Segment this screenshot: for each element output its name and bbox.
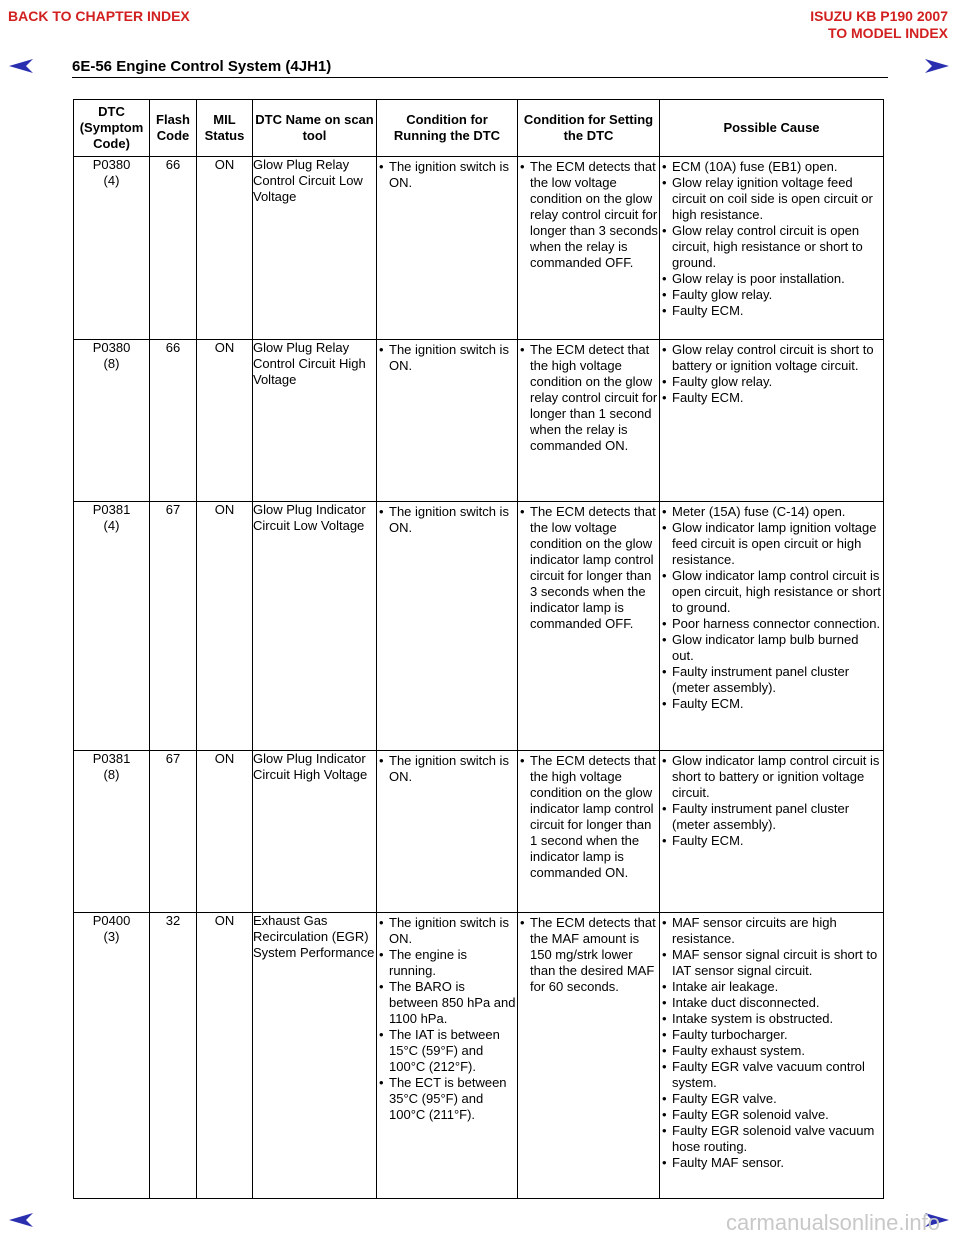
- flash-code: 32: [150, 913, 197, 1199]
- list-item: • Faulty glow relay.: [660, 374, 883, 390]
- symptom-code: (4): [103, 173, 120, 188]
- mil-status: ON: [197, 157, 253, 340]
- next-page-arrow-icon[interactable]: [924, 58, 950, 74]
- table-row: [74, 157, 884, 340]
- list-item: • Faulty instrument panel cluster (meter assembly).: [660, 664, 883, 696]
- flash-code: 66: [150, 340, 197, 502]
- list-item: • The ECT is between 35°C (95°F) and 100°C (211°F).: [377, 1075, 517, 1123]
- list-item: • Glow indicator lamp bulb burned out.: [660, 632, 883, 664]
- table-row: [74, 913, 884, 1199]
- list-item: • The ignition switch is ON.: [377, 342, 517, 374]
- flash-code: 67: [150, 751, 197, 913]
- flash-code: 66: [150, 157, 197, 340]
- dtc-code: P0381: [92, 502, 131, 517]
- dtc-name: Glow Plug Indicator Circuit High Voltage: [253, 751, 377, 913]
- list-item: • MAF sensor signal circuit is short to IAT sensor signal circuit.: [660, 947, 883, 979]
- list-item: • Faulty exhaust system.: [660, 1043, 883, 1059]
- previous-page-arrow-icon[interactable]: [8, 1212, 34, 1228]
- list-item: • The ignition switch is ON.: [377, 915, 517, 947]
- list-item: • Glow relay is poor installation.: [660, 271, 883, 287]
- list-item: • The ECM detects that the high voltage condition on the glow indicator lamp control circuit for longer than 1 second when the indicator lamp is commanded ON.: [518, 753, 659, 881]
- header-possible-cause: Possible Cause: [660, 100, 884, 157]
- setting-conditions: [518, 751, 660, 913]
- list-item: • Faulty ECM.: [660, 390, 883, 406]
- header-setting-condition: Condition for Setting the DTC: [518, 100, 660, 157]
- mil-status: ON: [197, 502, 253, 751]
- setting-conditions: [518, 340, 660, 502]
- to-model-index-label: TO MODEL INDEX: [827, 25, 948, 41]
- list-item: • Faulty EGR valve.: [660, 1091, 883, 1107]
- running-conditions: [377, 751, 518, 913]
- list-item: • Glow indicator lamp control circuit is open circuit, high resistance or short to ground.: [660, 568, 883, 616]
- watermark: carmanualsonline.info: [725, 1210, 940, 1235]
- setting-conditions: [518, 157, 660, 340]
- dtc-name: Glow Plug Relay Control Circuit Low Voltage: [253, 157, 377, 340]
- list-item: • The BARO is between 850 hPa and 1100 hPa.: [377, 979, 517, 1027]
- possible-causes: [660, 157, 884, 340]
- dtc-code-cell: [74, 157, 150, 340]
- possible-causes: [660, 913, 884, 1199]
- model-title: ISUZU KB P190 2007: [810, 8, 948, 24]
- list-item: • Faulty ECM.: [660, 303, 883, 319]
- table-row: [74, 751, 884, 913]
- back-to-chapter-index-link[interactable]: BACK TO CHAPTER INDEX: [8, 8, 190, 24]
- dtc-code: P0381: [92, 751, 131, 766]
- list-item: • Faulty ECM.: [660, 833, 883, 849]
- dtc-name: Glow Plug Indicator Circuit Low Voltage: [253, 502, 377, 751]
- list-item: • Intake air leakage.: [660, 979, 883, 995]
- list-item: • Glow relay ignition voltage feed circuit on coil side is open circuit or high resistance.: [660, 175, 883, 223]
- header-rule: [72, 77, 888, 78]
- mil-status: ON: [197, 913, 253, 1199]
- list-item: • The ECM detects that the MAF amount is 150 mg/strk lower than the desired MAF for 60 seconds.: [518, 915, 659, 995]
- header-mil-status: MIL Status: [197, 100, 253, 157]
- symptom-code: (8): [103, 356, 120, 371]
- symptom-code: (4): [103, 518, 120, 533]
- list-item: • Faulty MAF sensor.: [660, 1155, 883, 1171]
- list-item: • MAF sensor circuits are high resistance.: [660, 915, 883, 947]
- table-row: [74, 502, 884, 751]
- list-item: • Faulty EGR solenoid valve.: [660, 1107, 883, 1123]
- possible-causes: [660, 502, 884, 751]
- dtc-code-cell: [74, 751, 150, 913]
- header-dtc: DTC (Symptom Code): [74, 100, 150, 157]
- dtc-code-cell: [74, 502, 150, 751]
- list-item: • The ECM detects that the low voltage condition on the glow relay control circuit for longer than 3 seconds when the relay is commanded OFF.: [518, 159, 659, 271]
- running-conditions: [377, 157, 518, 340]
- setting-conditions: [518, 502, 660, 751]
- dtc-name: Exhaust Gas Recirculation (EGR) System Performance: [253, 913, 377, 1199]
- symptom-code: (8): [103, 767, 120, 782]
- possible-causes: [660, 751, 884, 913]
- list-item: • Faulty instrument panel cluster (meter assembly).: [660, 801, 883, 833]
- dtc-name: Glow Plug Relay Control Circuit High Voltage: [253, 340, 377, 502]
- list-item: • Faulty EGR valve vacuum control system.: [660, 1059, 883, 1091]
- list-item: • Glow relay control circuit is open circuit, high resistance or short to ground.: [660, 223, 883, 271]
- list-item: • Intake system is obstructed.: [660, 1011, 883, 1027]
- list-item: • The ignition switch is ON.: [377, 504, 517, 536]
- dtc-code-cell: [74, 913, 150, 1199]
- dtc-code: P0400: [92, 913, 131, 928]
- list-item: • The ECM detects that the low voltage condition on the glow indicator lamp control circuit for longer than 3 seconds when the indicator lamp is commanded OFF.: [518, 504, 659, 632]
- list-item: • Glow indicator lamp control circuit is short to battery or ignition voltage circuit.: [660, 753, 883, 801]
- table-header-row: [74, 100, 884, 157]
- dtc-code: P0380: [92, 157, 131, 172]
- header-dtc-name: DTC Name on scan tool: [253, 100, 377, 157]
- setting-conditions: [518, 913, 660, 1199]
- list-item: • Faulty glow relay.: [660, 287, 883, 303]
- list-item: • Meter (15A) fuse (C-14) open.: [660, 504, 883, 520]
- page-header: 6E-56 Engine Control System (4JH1): [72, 58, 332, 75]
- header-running-condition: Condition for Running the DTC: [377, 100, 518, 157]
- mil-status: ON: [197, 751, 253, 913]
- list-item: • Faulty turbocharger.: [660, 1027, 883, 1043]
- list-item: • Faulty EGR solenoid valve vacuum hose routing.: [660, 1123, 883, 1155]
- dtc-table: [73, 99, 884, 1199]
- symptom-code: (3): [103, 929, 120, 944]
- previous-page-arrow-icon[interactable]: [8, 58, 34, 74]
- list-item: • ECM (10A) fuse (EB1) open.: [660, 159, 883, 175]
- list-item: • The engine is running.: [377, 947, 517, 979]
- list-item: • Glow relay control circuit is short to battery or ignition voltage circuit.: [660, 342, 883, 374]
- running-conditions: [377, 913, 518, 1199]
- header-flash-code: Flash Code: [150, 100, 197, 157]
- running-conditions: [377, 340, 518, 502]
- list-item: • The IAT is between 15°C (59°F) and 100°C (212°F).: [377, 1027, 517, 1075]
- list-item: • Poor harness connector connection.: [660, 616, 883, 632]
- list-item: • The ignition switch is ON.: [377, 753, 517, 785]
- running-conditions: [377, 502, 518, 751]
- table-row: [74, 340, 884, 502]
- dtc-code: P0380: [92, 340, 131, 355]
- flash-code: 67: [150, 502, 197, 751]
- mil-status: ON: [197, 340, 253, 502]
- list-item: • Intake duct disconnected.: [660, 995, 883, 1011]
- list-item: • Glow indicator lamp ignition voltage feed circuit is open circuit or high resistance.: [660, 520, 883, 568]
- list-item: • The ignition switch is ON.: [377, 159, 517, 191]
- model-index-link[interactable]: [810, 8, 948, 42]
- possible-causes: [660, 340, 884, 502]
- dtc-code-cell: [74, 340, 150, 502]
- list-item: • Faulty ECM.: [660, 696, 883, 712]
- list-item: • The ECM detect that the high voltage condition on the glow relay control circuit for longer than 1 second when the relay is commanded ON.: [518, 342, 659, 454]
